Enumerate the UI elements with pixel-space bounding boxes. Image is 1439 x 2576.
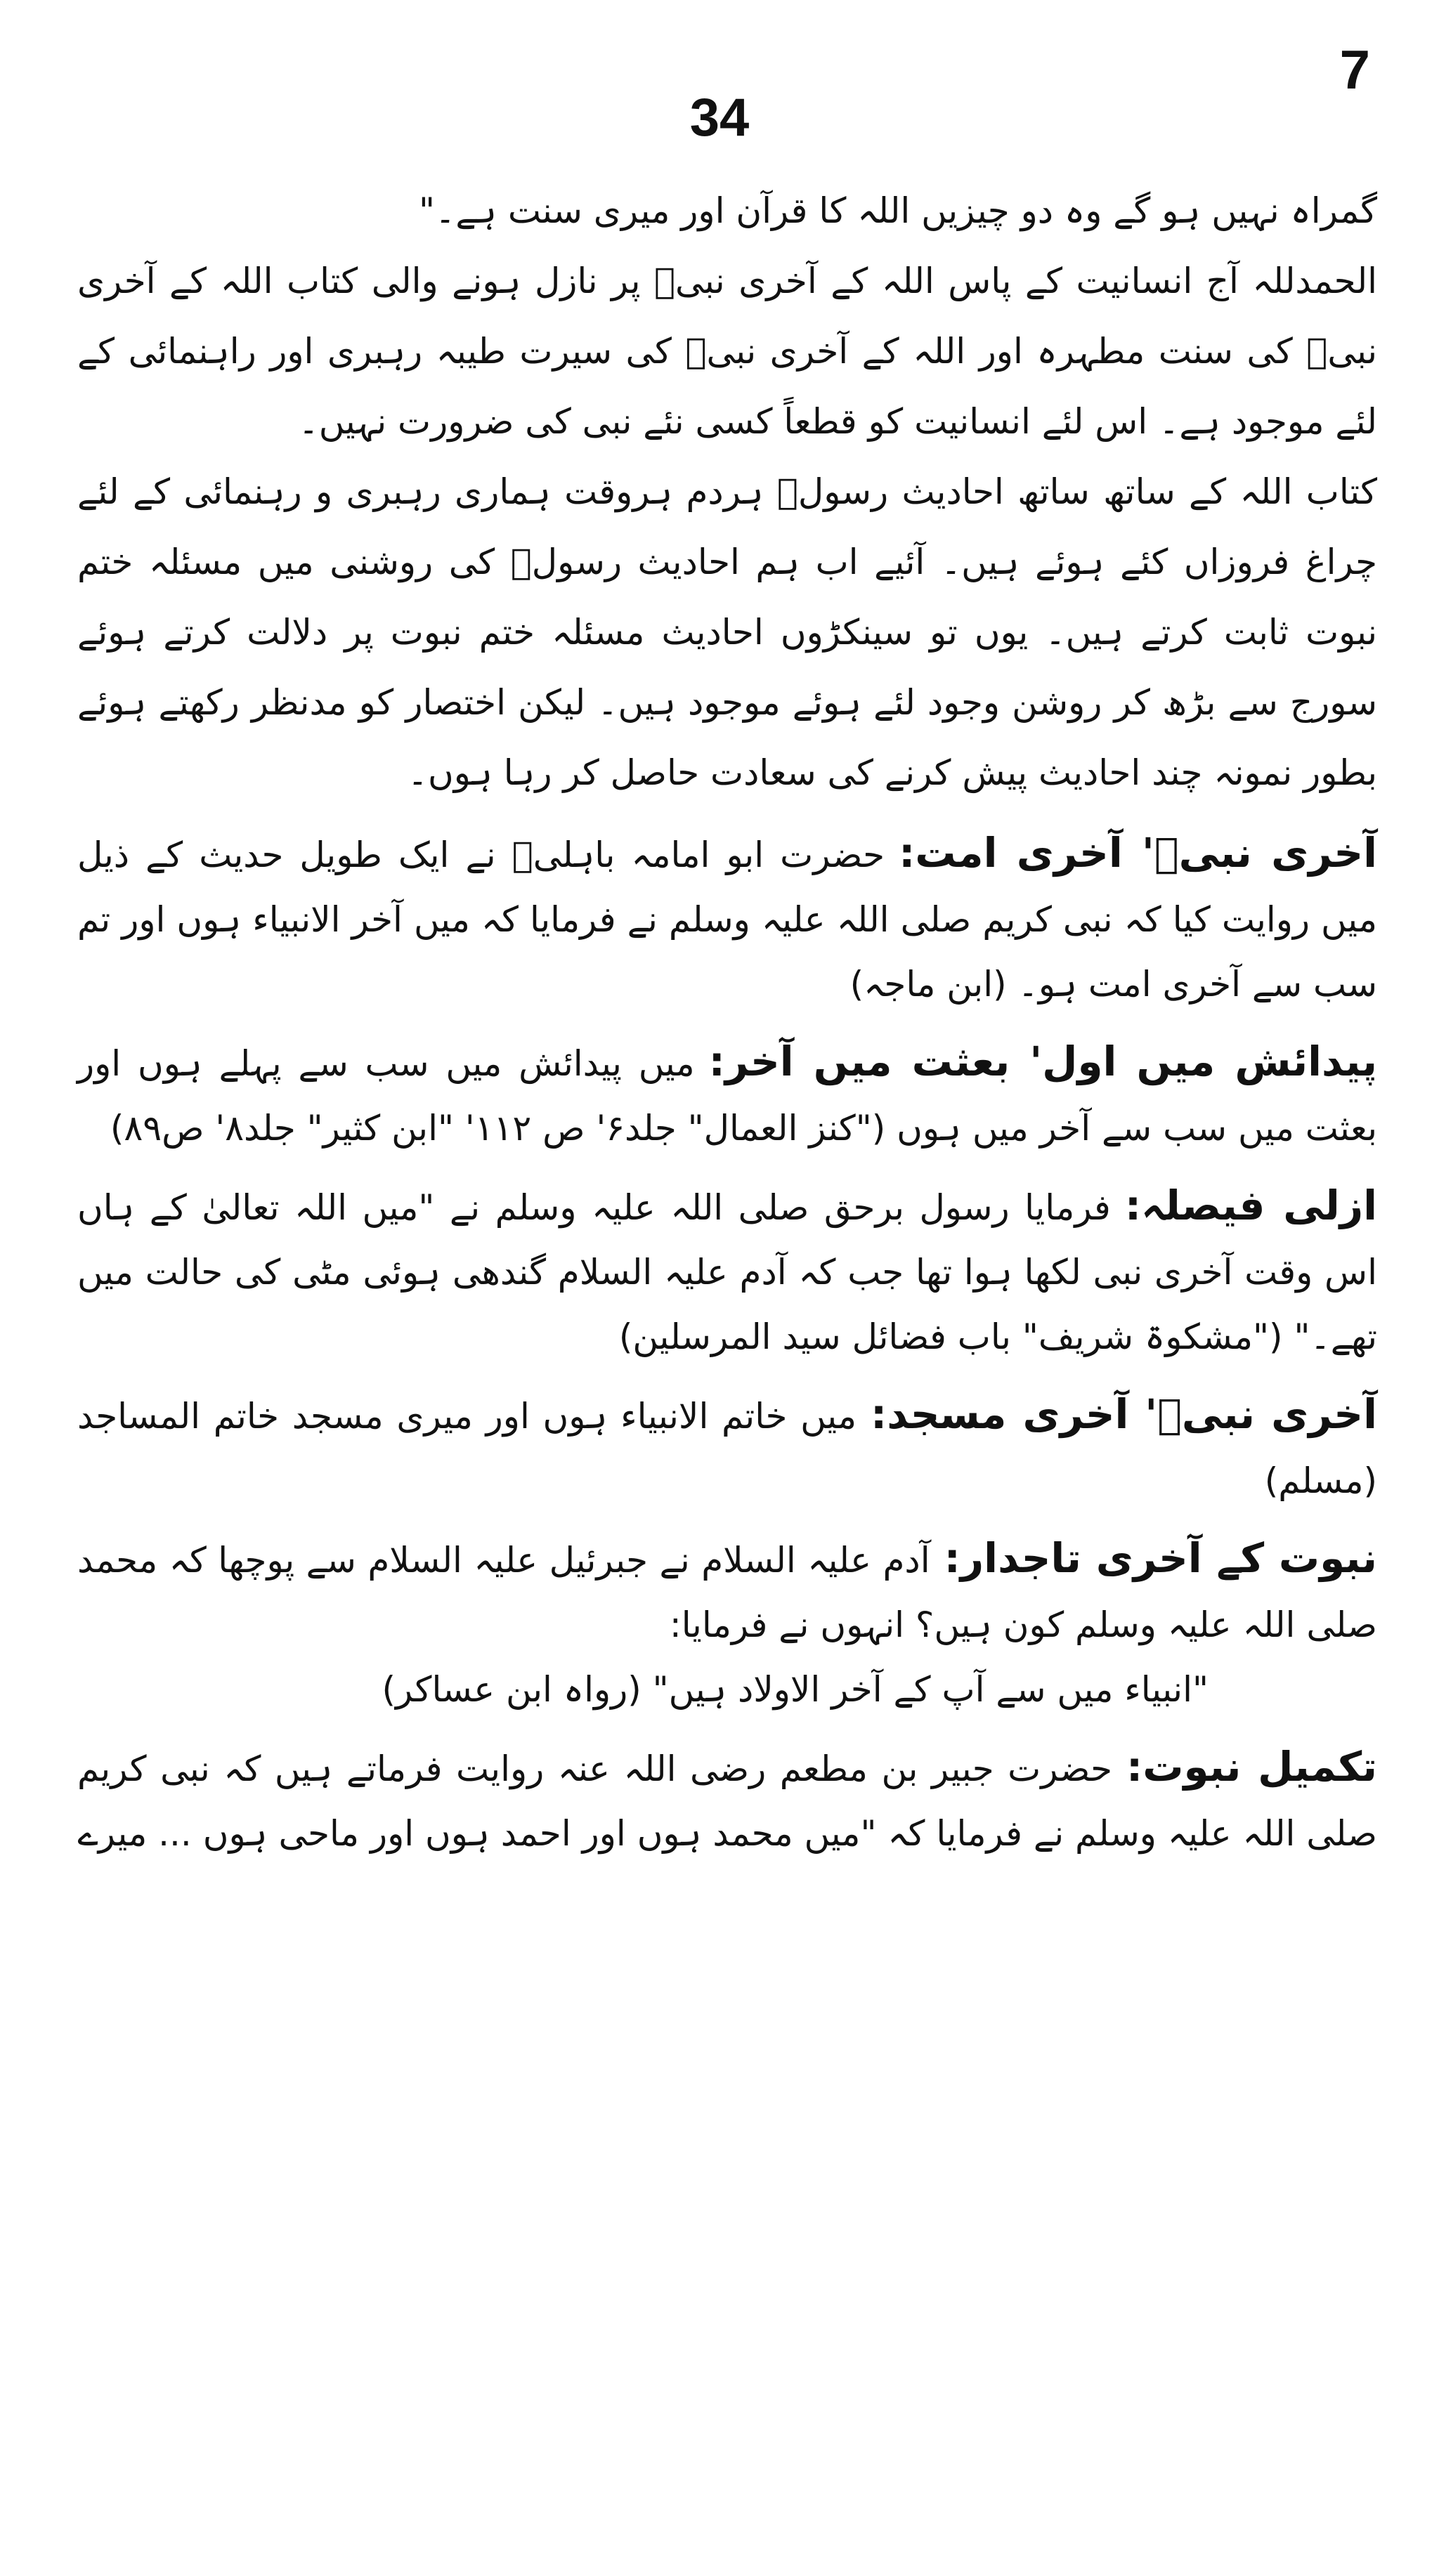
- section-text: حضرت ابو امامہ باہلیؓ نے ایک طویل حدیث کے ذیل میں روایت کیا کہ نبی کریم صلی اللہ علیہ وسلم نے فرمایا کہ میں آخر الانبیاء ہوں اور تم سب سے آخری امت ہو۔ (ابن ماجہ): [77, 835, 1377, 1005]
- intro-paragraph-2: الحمدللہ آج انسانیت کے پاس اللہ کے آخری نبیؐ پر نازل ہونے والی کتاب اللہ کے آخری نبیؐ کی سنت مطہرہ اور اللہ کے آخری نبیؐ کی سیرت طیبہ رہبری اور راہنمائی کے لئے موجود ہے۔ اس لئے انسانیت کو قطعاً کسی نئے نبی کی ضرورت نہیں۔: [77, 261, 1377, 442]
- section-heading: تکمیل نبوت: [1142, 1743, 1377, 1791]
- section-first-in-birth-last-in-mission: پیدائش میں اول' بعثت میں آخر:میں پیدائش میں سب سے پہلے ہوں اور بعثت میں سب سے آخر میں ہوں ("کنز العمال" جلد۶' ص ۱۱۲' "ابن کثیر" جلد۸' ص۸۹): [77, 1038, 1377, 1149]
- section-last-prophet-last-ummah: آخری نبیؐ' آخری امت:حضرت ابو امامہ باہلیؓ نے ایک طویل حدیث کے ذیل میں روایت کیا کہ نبی کریم صلی اللہ علیہ وسلم نے فرمایا کہ میں آخر الانبیاء ہوں اور تم سب سے آخری امت ہو۔ (ابن ماجہ): [77, 829, 1377, 1005]
- section-text: فرمایا رسول برحق صلی اللہ علیہ وسلم نے "میں اللہ تعالیٰ کے ہاں اس وقت آخری نبی لکھا ہوا تھا جب کہ آدم علیہ السلام گندھی ہوئی مٹی کی حالت میں تھے۔" ("مشکوۃ شریف" باب فضائل سید المرسلین): [77, 1187, 1377, 1357]
- section-heading: پیدائش میں اول' بعثت میں آخر: [724, 1038, 1377, 1085]
- page-number: 34: [689, 88, 750, 148]
- section-text: حضرت جبیر بن مطعم رضی اللہ عنہ روایت فرماتے ہیں کہ نبی کریم صلی اللہ علیہ وسلم نے فرمایا کہ "میں محمد ہوں اور احمد ہوں اور ماحی ہوں ... میرے: [77, 1748, 1377, 1854]
- section-last-prophet-last-mosque: آخری نبیؐ' آخری مسجد:میں خاتم الانبیاء ہوں اور میری مسجد خاتم المساجد (مسلم): [77, 1390, 1377, 1501]
- section-text: میں خاتم الانبیاء ہوں اور میری مسجد خاتم المساجد (مسلم): [77, 1396, 1377, 1501]
- section-text: میں پیدائش میں سب سے پہلے ہوں اور بعثت میں سب سے آخر میں ہوں ("کنز العمال" جلد۶' ص ۱۱۲' "ابن کثیر" جلد۸' ص۸۹): [77, 1043, 1377, 1149]
- page-body: [77, 176, 1377, 1866]
- section-last-crown-of-prophethood: نبوت کے آخری تاجدار:آدم علیہ السلام نے جبرئیل علیہ السلام سے پوچھا کہ محمد صلی اللہ علیہ وسلم کون ہیں؟ انہوں نے فرمایا: "انبیاء میں سے آپ کے آخر الاولاد ہیں" (رواہ ابن عساکر): [77, 1526, 1377, 1722]
- section-heading: ازلی فیصلہ: [1141, 1182, 1377, 1229]
- section-heading: آخری نبیؐ' آخری امت: [915, 829, 1377, 877]
- intro-paragraph-1: گمراہ نہیں ہو گے وہ دو چیزیں اللہ کا قرآن اور میری سنت ہے۔": [419, 190, 1377, 231]
- section-heading: آخری نبیؐ' آخری مسجد: [887, 1390, 1377, 1438]
- section-eternal-decree: ازلی فیصلہ:فرمایا رسول برحق صلی اللہ علیہ وسلم نے "میں اللہ تعالیٰ کے ہاں اس وقت آخری نبی لکھا ہوا تھا جب کہ آدم علیہ السلام گندھی ہوئی مٹی کی حالت میں تھے۔" ("مشکوۃ شریف" باب فضائل سید المرسلین): [77, 1182, 1377, 1357]
- section-heading: نبوت کے آخری تاجدار: [960, 1534, 1377, 1582]
- intro-paragraph-3: کتاب اللہ کے ساتھ ساتھ احادیث رسولؐ ہردم ہروقت ہماری رہبری و رہنمائی کے لئے چراغ فروزاں کئے ہوئے ہیں۔ آئیے اب ہم احادیث رسولؐ کی روشنی میں مسئلہ ختم نبوت ثابت کرتے ہیں۔ یوں تو سینکڑوں احادیث مسئلہ ختم نبوت پر دلالت کرتے ہوئے سورج سے بڑھ کر روشن وجود لئے ہوئے موجود ہیں۔ لیکن اختصار کو مدنظر رکھتے ہوئے بطور نمونہ چند احادیث پیش کرنے کی سعادت حاصل کر رہا ہوں۔: [77, 471, 1377, 793]
- section-quote: "انبیاء میں سے آپ کے آخر الاولاد ہیں" (رواہ ابن عساکر): [382, 1669, 1209, 1710]
- section-text: آدم علیہ السلام نے جبرئیل علیہ السلام سے پوچھا کہ محمد صلی اللہ علیہ وسلم کون ہیں؟ انہوں نے فرمایا:: [77, 1540, 1377, 1645]
- corner-page-number: 7: [1339, 39, 1370, 100]
- section-completion-of-prophethood: تکمیل نبوت:حضرت جبیر بن مطعم رضی اللہ عنہ روایت فرماتے ہیں کہ نبی کریم صلی اللہ علیہ وسلم نے فرمایا کہ "میں محمد ہوں اور احمد ہوں اور ماحی ہوں ... میرے: [77, 1743, 1377, 1854]
